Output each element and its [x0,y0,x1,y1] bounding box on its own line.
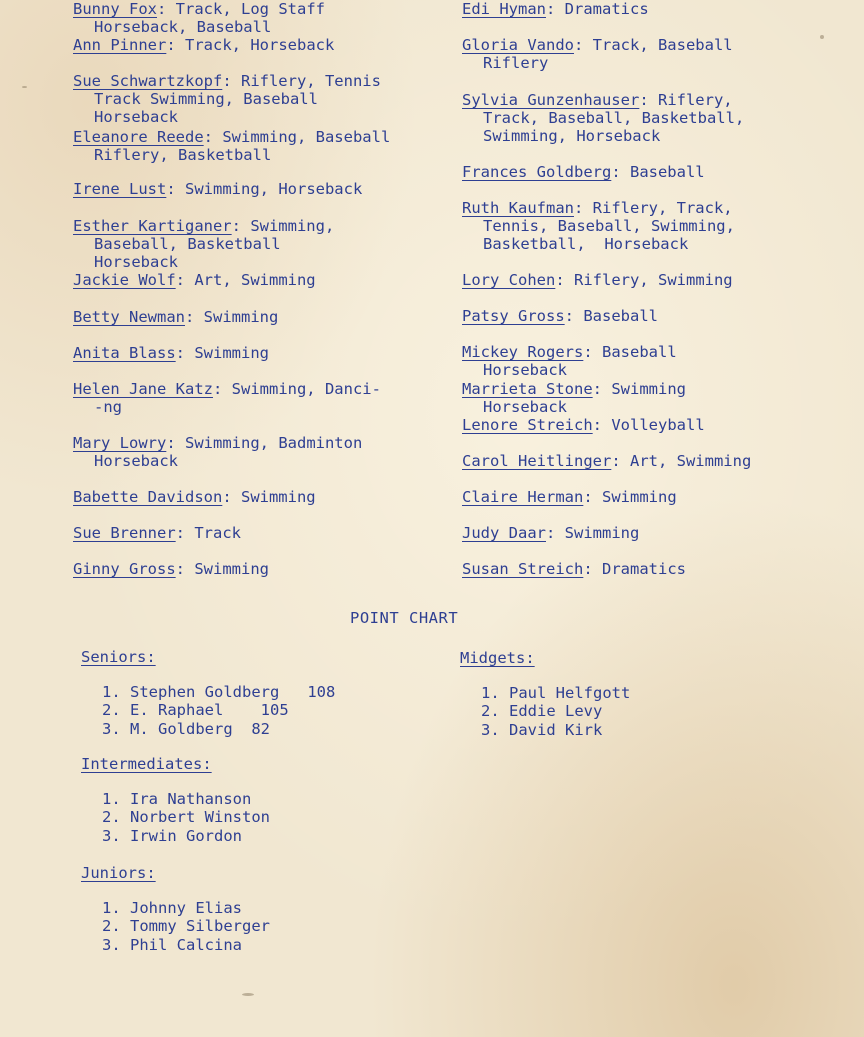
midgets-title: Midgets: [460,649,535,667]
camper-name: Lenore Streich [462,416,593,434]
right-entry [462,307,658,325]
activity-text: Swimming [611,380,686,398]
camper-name: Lory Cohen [462,271,556,289]
camper-name: Frances Goldberg [462,163,612,181]
juniors-item-2: 2. Tommy Silberger [102,917,270,935]
activity-text: Horseback [94,108,178,126]
right-entry [462,36,733,72]
entry-first-line: Ginny Gross: Swimming [73,560,269,578]
activity-text: Riflery, Basketball [94,146,272,164]
left-entry [73,380,381,416]
intermediates-item-3: 3. Irwin Gordon [102,826,242,845]
activity-text: Track, Log Staff [175,0,325,18]
activity-text: Swimming, Horseback [185,180,363,198]
juniors-list [81,899,270,955]
entry-first-line: Mary Lowry: Swimming, Badminton [73,434,363,452]
activity-text: Track, Baseball [592,36,733,54]
entry-first-line: Jackie Wolf: Art, Swimming [73,271,316,289]
activity-text: Baseball [629,163,705,181]
activity-text: Basketball, Horseback [483,235,689,253]
right-entry [462,0,649,18]
entry-first-line: Mickey Rogers: Baseball [462,343,677,361]
camper-name: Gloria Vando [462,36,574,54]
entry-first-line: Judy Daar: Swimming [462,524,640,542]
seniors-list [81,683,335,739]
intermediates-item-2: 2. Norbert Winston [102,808,270,826]
midgets-list [460,684,630,740]
left-entry [73,72,381,126]
entry-first-line: Babette Davidson: Swimming [73,488,316,506]
midgets-item-3: 3. David Kirk [481,720,603,739]
activity-text: Baseball [602,343,677,361]
entry-first-line: Patsy Gross: Baseball [462,307,658,325]
activity-text: Art, Swimming [194,271,316,289]
right-entry [462,524,639,542]
activity-text: Riflery, Tennis [240,72,381,90]
seniors-item-3: 3. M. Goldberg 82 [102,719,271,738]
intermediates-item-1: 1. Ira Nathanson [102,789,252,808]
entry-first-line: Ann Pinner: Track, Horseback [73,36,335,54]
camper-name: Babette Davidson [73,488,223,506]
camper-name: Irene Lust [73,180,167,198]
entry-first-line: Gloria Vando: Track, Baseball [462,36,733,54]
intermediates-title: Intermediates: [81,755,212,773]
activity-text: Dramatics [602,560,686,578]
camper-name: Sue Schwartzkopf [73,72,223,90]
point-chart-heading: POINT CHART [350,609,459,627]
activity-text: Riflery [483,54,549,72]
entry-first-line: Frances Goldberg: Baseball [462,163,705,181]
entry-first-line: Irene Lust: Swimming, Horseback [73,180,363,198]
camper-name: Ruth Kaufman [462,199,574,217]
activity-text: Riflery, Track, [592,199,733,217]
left-entry [73,128,390,164]
activity-text: Swimming [194,560,269,578]
entry-first-line: Lory Cohen: Riflery, Swimming [462,271,733,289]
camper-name: Ginny Gross [73,560,176,578]
camper-name: Claire Herman [462,488,584,506]
ink-speck [22,86,27,88]
activity-text: Horseback [483,361,567,379]
activity-text: Swimming, Danci- [231,380,381,398]
activity-text: Track Swimming, Baseball [94,90,318,108]
left-entry [73,36,334,54]
juniors-item-3: 3. Phil Calcina [102,935,242,954]
left-entry [73,180,362,198]
camper-name: Helen Jane Katz [73,380,213,398]
juniors-title: Juniors: [81,864,156,882]
left-entry [73,271,316,289]
camper-name: Sylvia Gunzenhauser [462,91,640,109]
camper-name: Sue Brenner [73,524,176,542]
entry-first-line: Sue Brenner: Track [73,524,241,542]
activity-text: Baseball, Basketball [94,235,281,253]
left-entry [73,524,241,542]
activity-text: Art, Swimming [629,452,752,470]
camper-name: Judy Daar [462,524,546,542]
activity-text: Track, Horseback [185,36,335,54]
intermediates-group [81,755,270,845]
activity-text: Swimming, [250,217,335,235]
left-entry [73,560,269,578]
camper-name: Carol Heitlinger [462,452,612,470]
entry-first-line: Anita Blass: Swimming [73,344,269,362]
entry-first-line: Esther Kartiganer: Swimming, [73,217,335,235]
right-entry [462,343,677,379]
entry-first-line: Lenore Streich: Volleyball [462,416,705,434]
activity-text: Horseback, Baseball [94,18,272,36]
right-entry [462,271,733,289]
right-entry [462,416,705,434]
activity-text: Swimming [240,488,316,506]
entry-first-line: Sue Schwartzkopf: Riflery, Tennis [73,72,381,90]
right-entry [462,199,735,253]
activity-text: Baseball [583,307,658,325]
midgets-group [460,649,630,739]
midgets-item-2: 2. Eddie Levy [481,702,603,720]
camper-name: Patsy Gross [462,307,565,325]
entry-first-line: Carol Heitlinger: Art, Swimming [462,452,752,470]
entry-first-line: Edi Hyman: Dramatics [462,0,649,18]
activity-text: Volleyball [611,416,705,434]
seniors-item-2: 2. E. Raphael 105 [102,701,289,719]
midgets-item-1: 1. Paul Helfgott [481,683,631,702]
activity-text: Track, Baseball, Basketball, [483,109,745,127]
left-entry [73,344,269,362]
juniors-item-1: 1. Johnny Elias [102,898,242,917]
activity-text: Horseback [483,398,567,416]
camper-name: Esther Kartiganer [73,217,232,235]
activity-text: Horseback [94,452,178,470]
camper-name: Edi Hyman [462,0,546,18]
entry-first-line: Betty Newman: Swimming [73,308,279,326]
right-entry [462,488,677,506]
entry-first-line: Marrieta Stone: Swimming [462,380,686,398]
juniors-group [81,864,270,954]
camper-name: Mary Lowry [73,434,167,452]
ink-speck [820,35,824,39]
activity-text: Swimming [203,308,279,326]
activity-text: Track [194,524,241,542]
entry-first-line: Helen Jane Katz: Swimming, Danci- [73,380,381,398]
seniors-item-1: 1. Stephen Goldberg 108 [102,682,336,701]
activity-text: Swimming, Baseball [222,128,391,146]
entry-first-line: Claire Herman: Swimming [462,488,677,506]
activity-text: -ng [94,398,122,416]
left-entry [73,434,362,470]
seniors-group [81,648,335,738]
entry-first-line: Bunny Fox: Track, Log Staff [73,0,325,18]
camper-name: Susan Streich [462,560,584,578]
activity-text: Riflery, [657,91,733,109]
seniors-title: Seniors: [81,648,156,666]
camper-name: Eleanore Reede [73,128,204,146]
activity-text: Tennis, Baseball, Swimming, [483,217,735,235]
camper-name: Anita Blass [73,344,176,362]
activity-text: Swimming, Badminton [185,434,363,452]
activity-text: Swimming [564,524,640,542]
right-entry [462,560,686,578]
camper-name: Jackie Wolf [73,271,176,289]
camper-name: Betty Newman [73,308,185,326]
camper-name: Ann Pinner [73,36,167,54]
right-entry [462,163,705,181]
entry-first-line: Susan Streich: Dramatics [462,560,686,578]
activity-text: Horseback [94,253,178,271]
ink-speck [242,993,254,996]
intermediates-list [81,790,270,846]
entry-first-line: Ruth Kaufman: Riflery, Track, [462,199,733,217]
entry-first-line: Sylvia Gunzenhauser: Riflery, [462,91,733,109]
left-entry [73,217,334,271]
left-entry [73,488,316,506]
activity-text: Riflery, Swimming [574,271,733,289]
camper-name: Bunny Fox [73,0,157,18]
activity-text: Swimming [194,344,269,362]
left-entry [73,0,325,36]
activity-text: Swimming, Horseback [483,127,661,145]
left-entry [73,308,278,326]
entry-first-line: Eleanore Reede: Swimming, Baseball [73,128,391,146]
activity-text: Swimming [602,488,677,506]
right-entry [462,380,686,416]
camper-name: Mickey Rogers [462,343,584,361]
right-entry [462,91,744,145]
activity-text: Dramatics [564,0,649,18]
right-entry [462,452,751,470]
camper-name: Marrieta Stone [462,380,593,398]
